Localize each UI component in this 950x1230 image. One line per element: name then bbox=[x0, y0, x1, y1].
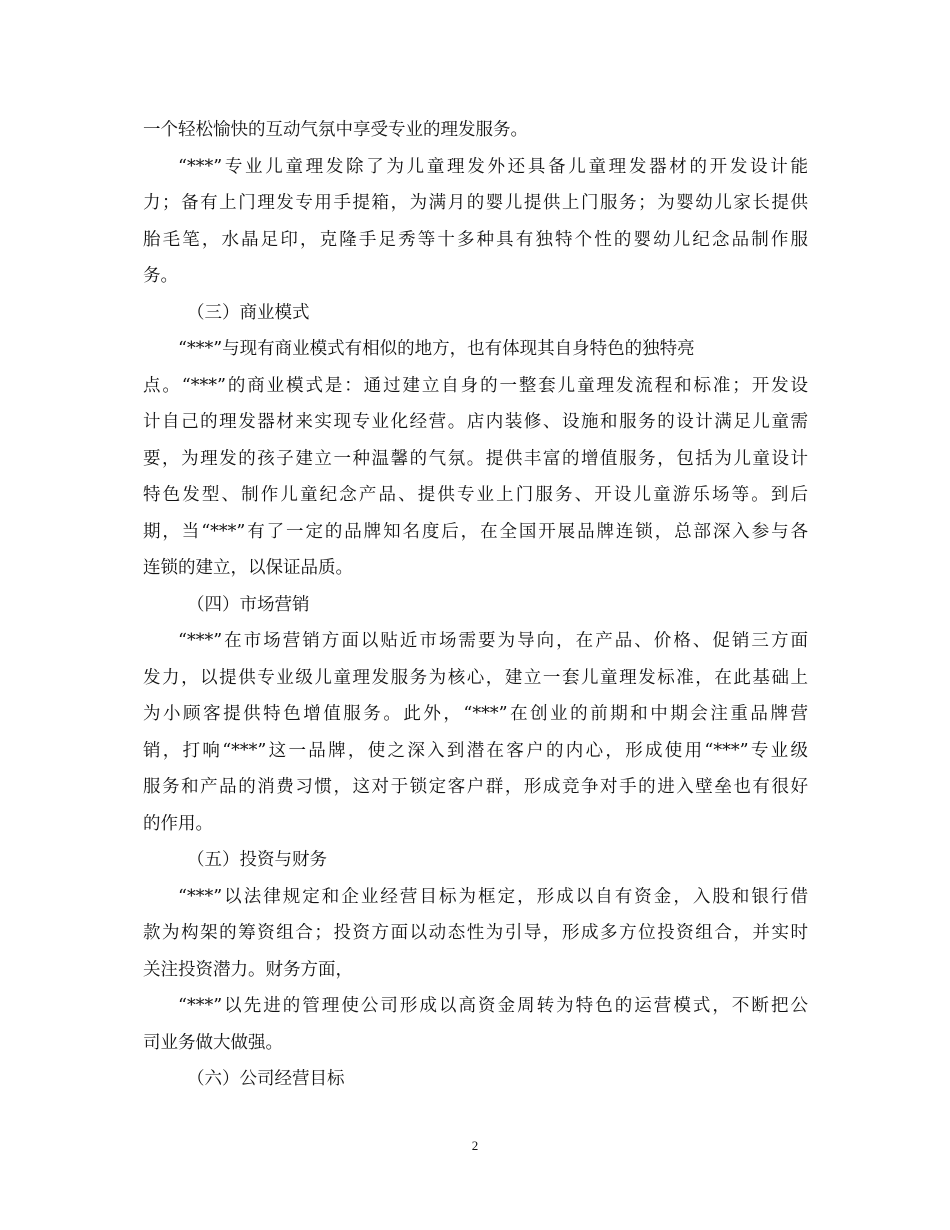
text-line: 连锁的建立，以保证品质。 bbox=[143, 558, 353, 578]
text-line: 特色发型、制作儿童纪念产品、提供专业上门服务、开设儿童游乐场等。到后 bbox=[143, 485, 808, 505]
text-line: “***”以先进的管理使公司形成以高资金周转为特色的运营模式，不断把公 bbox=[178, 996, 808, 1016]
text-line: 款为构架的筹资组合；投资方面以动态性为引导，形成多方位投资组合，并实时 bbox=[143, 923, 808, 943]
page-number: 2 bbox=[471, 1138, 479, 1153]
text-line: 司业务做大做强。 bbox=[143, 1032, 283, 1053]
text-line: “***”专业儿童理发除了为儿童理发外还具备儿童理发器材的开发设计能 bbox=[178, 156, 808, 177]
text-line: 关注投资潜力。财务方面， bbox=[143, 959, 353, 980]
text-line: 一个轻松愉快的互动气氛中享受专业的理发服务。 bbox=[143, 120, 528, 140]
document-body bbox=[143, 112, 808, 1098]
section-heading: （四）市场营销 bbox=[187, 594, 310, 615]
text-line: 为小顾客提供特色增值服务。此外，“***”在创业的前期和中期会注重品牌营 bbox=[143, 704, 808, 724]
text-line: 销，打响“***”这一品牌，使之深入到潜在客户的内心，形成使用“***”专业级 bbox=[143, 740, 808, 761]
text-line: “***”在市场营销方面以贴近市场需要为导向，在产品、价格、促销三方面 bbox=[178, 631, 808, 651]
text-line: 发力，以提供专业级儿童理发服务为核心，建立一套儿童理发标准，在此基础上 bbox=[143, 667, 808, 688]
text-line: 点。“***”的商业模式是：通过建立自身的一整套儿童理发流程和标准；开发设 bbox=[143, 375, 808, 396]
text-line: 计自己的理发器材来实现专业化经营。店内装修、设施和服务的设计满足儿童需 bbox=[143, 412, 808, 432]
text-line: 服务和产品的消费习惯，这对于锁定客户群，形成竞争对手的进入壁垒也有很好 bbox=[143, 777, 808, 797]
text-line: “***”以法律规定和企业经营目标为框定，形成以自有资金，入股和银行借 bbox=[178, 886, 808, 907]
section-heading: （五）投资与财务 bbox=[187, 850, 327, 870]
text-line: 力；备有上门理发专用手提箱，为满月的婴儿提供上门服务；为婴幼儿家长提供 bbox=[143, 193, 808, 213]
text-line: 胎毛笔，水晶足印，克隆手足秀等十多种具有独特个性的婴幼儿纪念品制作服 bbox=[143, 229, 808, 250]
text-line: 的作用。 bbox=[143, 813, 213, 834]
section-heading: （三）商业模式 bbox=[187, 302, 310, 323]
text-line: 期，当“***”有了一定的品牌知名度后，在全国开展品牌连锁，总部深入参与各 bbox=[143, 521, 808, 542]
text-line: 务。 bbox=[143, 266, 178, 286]
text-line: “***”与现有商业模式有相似的地方，也有体现其自身特色的独特亮 bbox=[178, 339, 695, 359]
text-line: 要，为理发的孩子建立一种温馨的气氛。提供丰富的增值服务，包括为儿童设计 bbox=[143, 448, 808, 469]
section-heading: （六）公司经营目标 bbox=[187, 1069, 345, 1089]
